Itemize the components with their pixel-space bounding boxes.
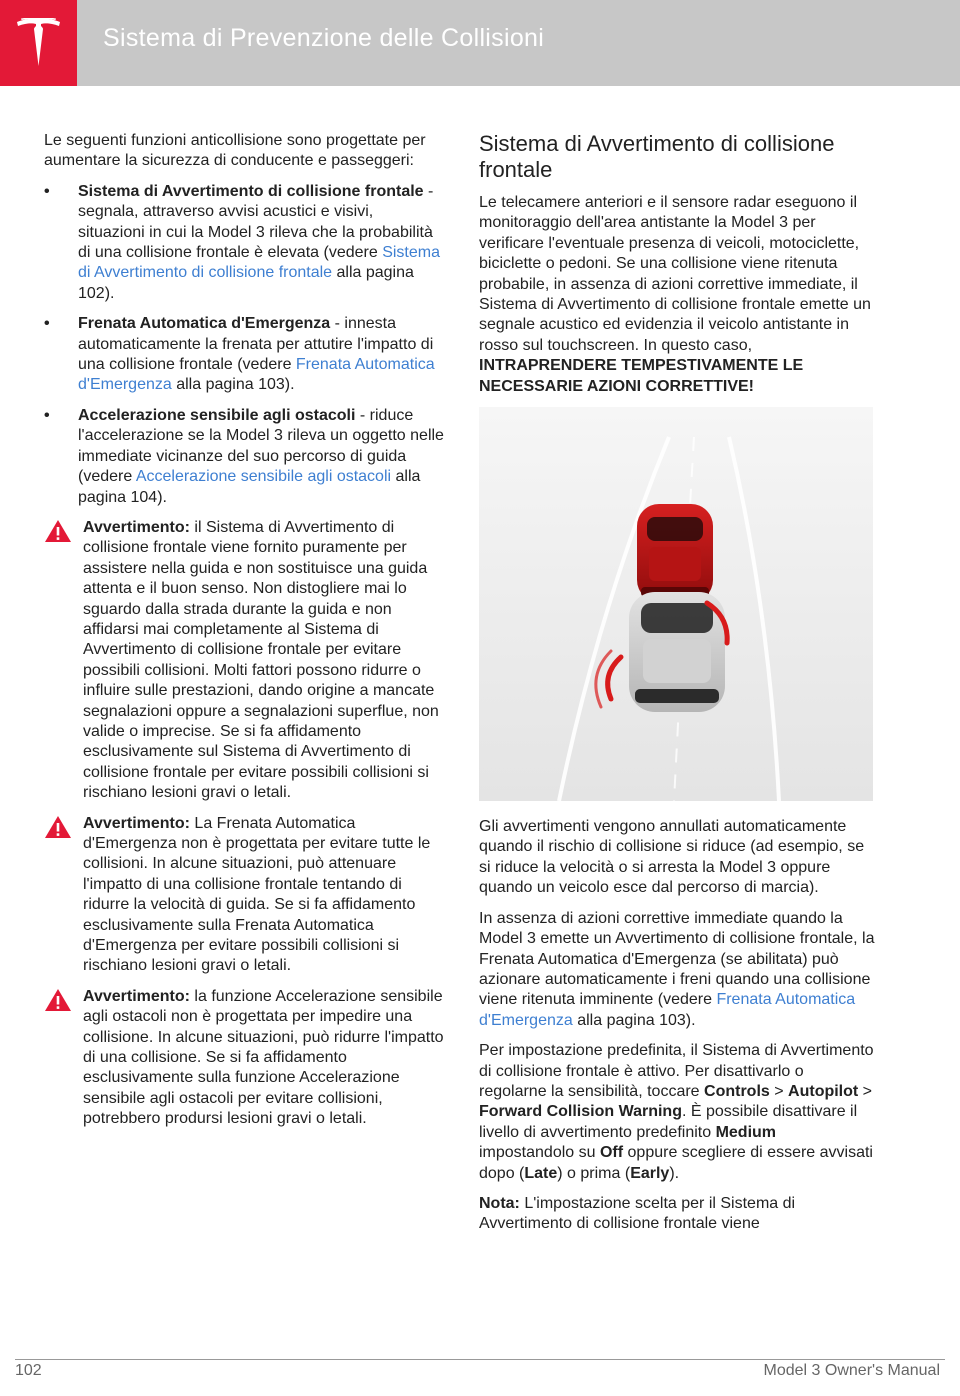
- paragraph-cancel: Gli avvertimenti vengono annullati automaticamente quando il rischio di collisione si riduce (ad esempio, se si riduce la velocità o si arresta la Model 3 oppure quando un veicolo esce dal percorso di marcia).: [479, 818, 865, 897]
- intro-paragraph: Le seguenti funzioni anticollisione sono progettate per aumentare la sicurezza di conducente e passeggeri:: [44, 132, 426, 170]
- tesla-logo-box: [0, 0, 77, 86]
- warning-triangle-icon: [44, 519, 72, 543]
- feature-after: alla pagina 102).: [78, 264, 414, 302]
- footer-divider: [15, 1359, 945, 1360]
- emphasis-text: INTRAPRENDERE TEMPESTIVAMENTE LE NECESSARIE AZIONI CORRETTIVE!: [479, 357, 804, 395]
- paragraph-text: ) o prima (: [557, 1164, 631, 1182]
- feature-term: Frenata Automatica d'Emergenza: [78, 315, 331, 333]
- warning-label: Avvertimento:: [83, 987, 190, 1005]
- feature-link[interactable]: Sistema di Avvertimento di collisione frontale: [78, 244, 440, 282]
- feature-link[interactable]: Accelerazione sensibile agli ostacoli: [135, 468, 392, 486]
- page-header: [0, 0, 960, 86]
- warning-triangle-icon: [44, 988, 72, 1012]
- warning-text: la funzione Accelerazione sensibile agli ostacoli non è progettata per impedire una collisione. In alcune situazioni, può ridurre l'impatto di una collisione. Se si fa affidamento esclusivamente sulla funzione Accelerazione sensibile agli ostacoli per evitare collisioni, potrebbero prodursi lesioni gravi o letali.: [83, 987, 444, 1128]
- feature-after: alla pagina 104).: [78, 468, 421, 506]
- bullet-icon: •: [44, 182, 50, 200]
- paragraph-settings: [479, 1041, 875, 1184]
- bullet-icon: •: [44, 315, 50, 333]
- collision-warning-illustration: [479, 407, 873, 801]
- note-paragraph: [479, 1194, 875, 1235]
- list-item: [44, 406, 444, 508]
- list-item: [44, 182, 444, 304]
- bullet-icon: •: [44, 406, 50, 424]
- own-car-silver: [629, 592, 725, 712]
- ui-term-autopilot: Autopilot: [788, 1082, 859, 1100]
- section-heading: Sistema di Avvertimento di collisione frontale: [479, 131, 835, 182]
- note-text: L'impostazione scelta per il Sistema di Avvertimento di collisione frontale viene: [479, 1194, 796, 1233]
- lead-car-red: [637, 504, 713, 602]
- feature-after: alla pagina 103).: [171, 376, 295, 394]
- paragraph-text: Le telecamere anteriori e il sensore radar eseguono il monitoraggio dell'area antistante la Model 3 per verificare l'eventuale presenza di veicoli, motociclette, biciclette o pedoni. Se una collisione viene ritenuta probabile, in assenza di azioni correttive immediate, il Sistema di Avvertimento di collisione frontale emette un segnale acustico ed evidenzia il veicolo antistante in rosso sul touchscreen. In questo caso,: [479, 194, 871, 354]
- fcw-paragraph: [479, 193, 875, 397]
- paragraph-text: In assenza di azioni correttive immediate quando la Model 3 emette un Avvertimento di collisione frontale, la Frenata Automatica d'Emergenza (se abilitata) può azionare automaticamente i freni quando una collisione viene ritenuta imminente (vedere: [479, 909, 875, 1009]
- warning-text: il Sistema di Avvertimento di collisione frontale viene fornito puramente per assistere nella guida e non sostituisce una guida attenta e il buon senso. Non distogliere mai lo sguardo dalla strada durante la guida e non affidarsi mai completamente al Sistema di Avvertimento di collisione frontale per evitare possibili collisioni. Molti fattori possono ridurre o influire sulle prestazioni, dando origine a mancate segnalazioni oppure a segnalazioni superflue, non valide o imprecise. Se si fa affidamento esclusivamente sul Sistema di Avvertimento di collisione frontale per evitare possibili collisioni si rischiano lesioni gravi o letali.: [83, 518, 439, 802]
- feature-term: Sistema di Avvertimento di collisione frontale: [78, 182, 424, 200]
- page-number: 102: [15, 1362, 42, 1379]
- tesla-logo-icon: [15, 18, 62, 68]
- feature-link[interactable]: Frenata Automatica d'Emergenza: [78, 356, 435, 394]
- manual-title: Model 3 Owner's Manual: [763, 1362, 940, 1379]
- warning-block: [44, 814, 444, 977]
- ui-term-controls: Controls: [704, 1082, 770, 1100]
- feature-text: - segnala, attraverso avvisi acustici e visivi, situazioni in cui la Model 3 rileva che la probabilità di una collisione frontale è elevata (vedere: [78, 182, 434, 262]
- warning-label: Avvertimento:: [83, 814, 190, 832]
- ui-term-late: Late: [524, 1164, 558, 1182]
- ui-term-fcw: Forward Collision Warning: [479, 1103, 682, 1121]
- paragraph-text: . È possibile disattivare il livello di avvertimento predefinito: [479, 1103, 858, 1141]
- feature-list: [44, 182, 444, 508]
- aeb-link[interactable]: Frenata Automatica d'Emergenza: [479, 991, 856, 1029]
- warning-triangle-icon: [44, 815, 72, 839]
- paragraph-aeb: [479, 909, 875, 1031]
- feature-text: - riduce l'accelerazione se la Model 3 rileva un oggetto nelle immediate vicinanze del suo percorso di guida (vedere: [78, 406, 444, 486]
- path-separator: >: [858, 1082, 873, 1100]
- warning-block: [44, 518, 444, 804]
- note-label: Nota:: [479, 1194, 520, 1212]
- path-separator: >: [769, 1082, 789, 1100]
- paragraph-text: impostandolo su: [479, 1144, 600, 1162]
- warning-block: [44, 987, 444, 1130]
- feature-text: - innesta automaticamente la frenata per attutire l'impatto di una collisione frontale (vedere: [78, 315, 434, 374]
- ui-term-medium: Medium: [715, 1123, 777, 1141]
- right-column: [479, 131, 875, 1245]
- paragraph-text: ).: [669, 1164, 680, 1182]
- left-column: [44, 131, 444, 1140]
- paragraph-after: alla pagina 103).: [572, 1011, 696, 1029]
- page-title: Sistema di Prevenzione delle Collisioni: [103, 24, 545, 52]
- paragraph-text: Per impostazione predefinita, il Sistema di Avvertimento di collisione frontale è attivo. Per disattivarlo o regolarne la sensibilità, toccare: [479, 1042, 874, 1100]
- paragraph-text: oppure scegliere di essere avvisati dopo (: [479, 1144, 873, 1182]
- ui-term-early: Early: [630, 1164, 670, 1182]
- ui-term-off: Off: [599, 1144, 624, 1162]
- feature-term: Accelerazione sensibile agli ostacoli: [78, 406, 356, 424]
- list-item: [44, 314, 444, 396]
- warning-text: La Frenata Automatica d'Emergenza non è progettata per evitare tutte le collisioni. In alcune situazioni, può attenuare l'impatto di una collisione frontale tentando di ridurre la velocità di guida. Se si fa affidamento esclusivamente sulla Frenata Automatica d'Emergenza per evitare possibili collisioni si rischiano lesioni gravi o letali.: [83, 814, 431, 975]
- warning-label: Avvertimento:: [83, 518, 190, 536]
